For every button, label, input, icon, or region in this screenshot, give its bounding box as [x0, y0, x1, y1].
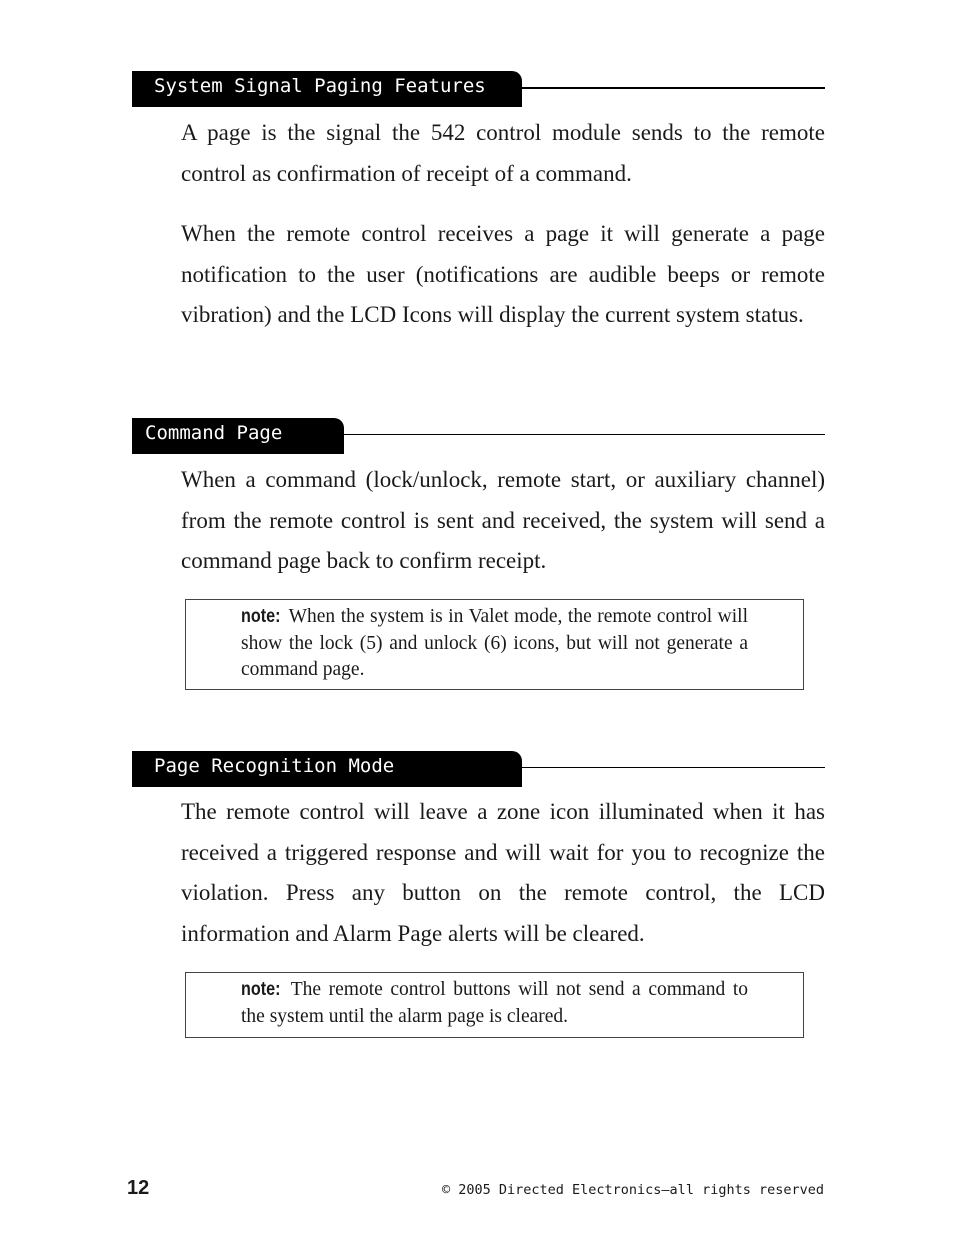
note-label: note: [241, 979, 281, 1000]
header-rule [522, 87, 825, 89]
note-text: When the system is in Valet mode, the remote control will show the lock (5) and unlock (6) icons, but will not generate a command page. [241, 606, 748, 680]
paragraph: When a command (lock/unlock, remote start, or auxiliary channel) from the remote control is sent and received, the system will send a command page back to confirm receipt. [181, 467, 825, 573]
header-rule [344, 434, 825, 435]
section-title: System Signal Paging Features [132, 71, 522, 107]
note-label: note: [241, 606, 281, 627]
note-text: The remote control buttons will not send a command to the system until the alarm page is cleared. [241, 979, 748, 1027]
section-title: Command Page [132, 418, 344, 454]
note-box [185, 599, 804, 690]
section-title: Page Recognition Mode [132, 751, 522, 787]
section-header-command-page [132, 418, 825, 454]
paragraph: A page is the signal the 542 control module sends to the remote control as confirmation of receipt of a command. [181, 120, 825, 186]
paragraph: The remote control will leave a zone icon illuminated when it has received a triggered response and will wait for you to recognize the violation. Press any button on the remote control, the LCD information and Alarm Page alerts will be cleared. [181, 799, 825, 946]
section-header-page-recognition-mode [132, 751, 825, 787]
note-box [185, 972, 804, 1038]
header-rule [522, 767, 825, 768]
copyright-notice: © 2005 Directed Electronics—all rights reserved [441, 1182, 824, 1198]
section-header-system-signal-paging [132, 71, 825, 107]
page-number: 12 [127, 1177, 150, 1199]
paragraph: When the remote control receives a page it will generate a page notification to the user (notifications are audible beeps or remote vibration) and the LCD Icons will display the current system status. [181, 221, 825, 327]
